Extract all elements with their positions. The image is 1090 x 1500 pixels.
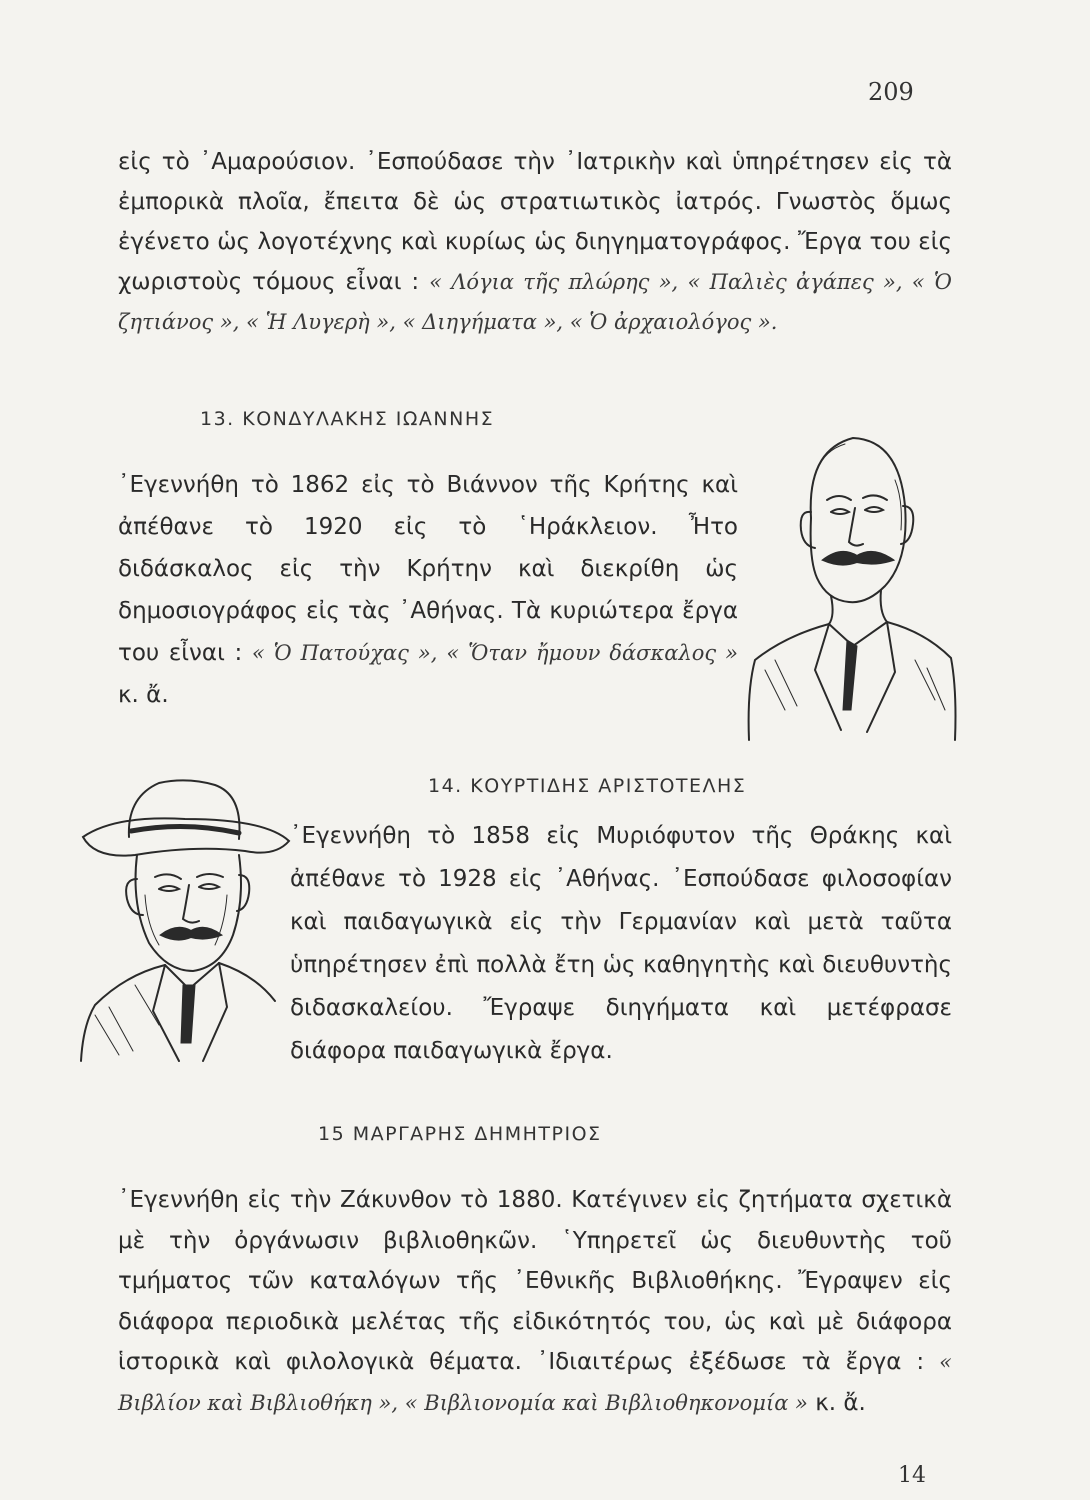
- portrait-kondylakis-illustration: [745, 410, 957, 742]
- section-14-body: [290, 815, 952, 1073]
- portrait-kondylakis: [745, 410, 957, 742]
- section-15-titles: « Βιβλίον καὶ Βιβλιοθήκη », « Βιβλιονομία καὶ Βιβλιοθηκονομία »: [118, 1350, 952, 1415]
- section-13-text: ᾿Εγεννήθη τὸ 1862 εἰς τὸ Βιάννον τῆς Κρήτης καὶ ἀπέθανε τὸ 1920 εἰς τὸ ῾Ηράκλειον. Ἦτο διδάσκαλος εἰς τὴν Κρήτην καὶ διεκρίθη ὡς δημοσιογράφος εἰς τὰς ᾿Αθήνας. Τὰ κυριώτερα ἔργα του εἶναι :: [118, 472, 738, 666]
- section-14-heading: 14. ΚΟΥΡΤΙΔΗΣ ΑΡΙΣΤΟΤΕΛΗΣ: [428, 775, 747, 797]
- intro-paragraph: [118, 142, 952, 342]
- section-13-tail: κ. ἄ.: [118, 682, 169, 708]
- page-number-top: 209: [868, 78, 914, 106]
- section-15-tail: κ. ἄ.: [807, 1389, 866, 1416]
- section-13-body: [118, 464, 738, 716]
- section-14-text: ᾿Εγεννήθη τὸ 1858 εἰς Μυριόφυτον τῆς Θράκης καὶ ἀπέθανε τὸ 1928 εἰς ᾿Αθήνας. ᾿Εσπούδασε φιλοσοφίαν καὶ παιδαγωγικὰ εἰς τὴν Γερμανίαν καὶ μετὰ ταῦτα ὑπηρέτησεν ἐπὶ πολλὰ ἔτη ὡς καθηγητὴς καὶ διευθυντὴς διδασκαλείου. Ἔγραψε διηγήματα καὶ μετέφρασε διάφορα παιδαγωγικὰ ἔργα.: [290, 823, 952, 1064]
- intro-text: εἰς τὸ ᾿Αμαρούσιον. ᾿Εσπούδασε τὴν ᾿Ιατρικὴν καὶ ὑπηρέτησεν εἰς τὰ ἐμπορικὰ πλοῖα, ἔπειτα δὲ ὡς στρατιωτικὸς ἰατρός. Γνωστὸς ὅμως ἐγένετο ὡς λογοτέχνης καὶ κυρίως ὡς διηγηματογράφος. Ἔργα του εἰς χωριστοὺς τόμους εἶναι :: [118, 149, 952, 295]
- section-15-body: [118, 1180, 952, 1423]
- section-15-heading: 15 ΜΑΡΓΑΡΗΣ ΔΗΜΗΤΡΙΟΣ: [318, 1123, 602, 1145]
- portrait-kourtidis: [75, 775, 295, 1065]
- section-15-text: ᾿Εγεννήθη εἰς τὴν Ζάκυνθον τὸ 1880. Κατέγινεν εἰς ζητήματα σχετικὰ μὲ τὴν ὀργάνωσιν βιβλιοθηκῶν. ῾Υπηρετεῖ ὡς διευθυντὴς τοῦ τμήματος τῶν καταλόγων τῆς ᾿Εθνικῆς Βιβλιοθήκης. Ἔγραψεν εἰς διάφορα περιοδικὰ μελέτας τῆς εἰδικότητός του, ὡς καὶ μὲ διάφορα ἱστορικὰ καὶ φιλολογικὰ θέματα. ᾿Ιδιαιτέρως ἐξέδωσε τὰ ἔργα :: [118, 1187, 952, 1375]
- page-number-bottom: 14: [898, 1463, 926, 1488]
- section-13-titles: « Ὁ Πατούχας », « Ὅταν ἤμουν δάσκαλος »: [251, 641, 738, 665]
- portrait-kourtidis-illustration: [75, 775, 295, 1065]
- section-13-heading: 13. ΚΟΝΔΥΛΑΚΗΣ ΙΩΑΝΝΗΣ: [200, 408, 495, 430]
- intro-titles: « Λόγια τῆς πλώρης », « Παλιὲς ἀγάπες », « Ὁ ζητιάνος », « Ἡ Λυγερὴ », « Διηγήματα », « Ὁ ἀρχαιολόγος ».: [118, 270, 952, 334]
